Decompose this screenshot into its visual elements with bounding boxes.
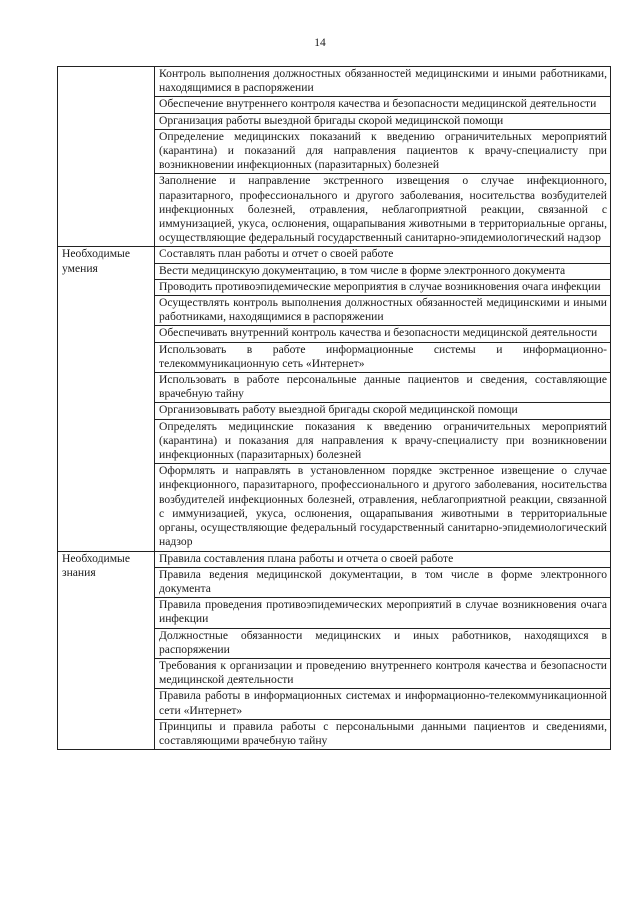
table-cell-item: Правила составления плана работы и отчета о своей работе bbox=[155, 551, 611, 567]
table-cell-item: Обеспечивать внутренний контроль качества и безопасности медицинской деятельности bbox=[155, 326, 611, 342]
table-cell-item: Заполнение и направление экстренного извещения о случае инфекционного, паразитарного, профессионального и другого заболевания, носительства возбудителей инфекционных болезней, отравления, неблагоприятной реакции, связанной с иммунизацией, укуса, ослюнения, ощарапывания животными в территориальные органы, осуществляющие федеральный государственный санитарно-эпидемиологический надзор bbox=[155, 174, 611, 247]
table-cell-item: Правила работы в информационных системах и информационно-телекоммуникационной сети «Интернет» bbox=[155, 689, 611, 719]
table-cell-item: Определение медицинских показаний к введению ограничительных мероприятий (карантина) и показаний для направления пациентов к врачу-специалисту при возникновении инфекционных (паразитарных) болезней bbox=[155, 129, 611, 174]
table-cell-item: Использовать в работе персональные данные пациентов и сведения, составляющие врачебную тайну bbox=[155, 373, 611, 403]
section-label: Необходимые знания bbox=[58, 551, 155, 750]
table-row bbox=[58, 67, 611, 97]
table-cell-item: Использовать в работе информационные системы и информационно-телекоммуникационную сеть «Интернет» bbox=[155, 342, 611, 372]
table-cell-item: Требования к организации и проведению внутреннего контроля качества и безопасности медицинской деятельности bbox=[155, 658, 611, 688]
section-label bbox=[58, 67, 155, 247]
table-cell-item: Правила проведения противоэпидемических мероприятий в случае возникновения очага инфекции bbox=[155, 598, 611, 628]
table-row bbox=[58, 551, 611, 567]
table-cell-item: Должностные обязанности медицинских и иных работников, находящихся в распоряжении bbox=[155, 628, 611, 658]
table-cell-item: Вести медицинскую документацию, в том числе в форме электронного документа bbox=[155, 263, 611, 279]
table-cell-item: Организация работы выездной бригады скорой медицинской помощи bbox=[155, 113, 611, 129]
table-cell-item: Контроль выполнения должностных обязанностей медицинскими и иными работниками, находящимися в распоряжении bbox=[155, 67, 611, 97]
table-cell-item: Осуществлять контроль выполнения должностных обязанностей медицинскими и иными работниками, находящимися в распоряжении bbox=[155, 296, 611, 326]
table-cell-item: Составлять план работы и отчет о своей работе bbox=[155, 247, 611, 263]
page-number: 14 bbox=[314, 37, 326, 49]
table-cell-item: Оформлять и направлять в установленном порядке экстренное извещение о случае инфекционного, паразитарного, профессионального и другого заболевания, носительства возбудителей инфекционных болезней, отравления, неблагоприятной реакции, связанной с иммунизацией, укуса, ослюнения, ощарапывания животными в территориальные органы, осуществляющие федеральный государственный санитарно-эпидемиологический надзор bbox=[155, 464, 611, 551]
table-cell-item: Правила ведения медицинской документации, в том числе в форме электронного документа bbox=[155, 567, 611, 597]
table-cell-item: Определять медицинские показания к введению ограничительных мероприятий (карантина) и показания для направления к врачу-специалисту при возникновении инфекционных (паразитарных) болезней bbox=[155, 419, 611, 464]
table-cell-item: Обеспечение внутреннего контроля качества и безопасности медицинской деятельности bbox=[155, 97, 611, 113]
section-label: Необходимые умения bbox=[58, 247, 155, 551]
requirements-table bbox=[57, 66, 611, 750]
table-cell-item: Организовывать работу выездной бригады скорой медицинской помощи bbox=[155, 403, 611, 419]
table-cell-item: Проводить противоэпидемические мероприятия в случае возникновения очага инфекции bbox=[155, 279, 611, 295]
table-cell-item: Принципы и правила работы с персональными данными пациентов и сведениями, составляющими врачебную тайну bbox=[155, 719, 611, 749]
table-row bbox=[58, 247, 611, 263]
